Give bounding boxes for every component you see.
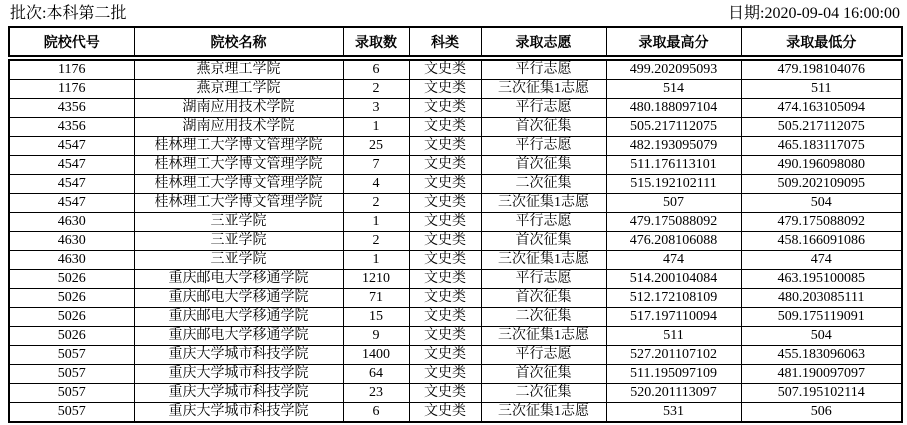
cell-college-name: 重庆邮电大学移通学院 [134,327,343,346]
cell-college-name: 重庆邮电大学移通学院 [134,289,343,308]
cell-highest-score: 517.197110094 [606,308,741,327]
cell-lowest-score: 490.196098080 [741,156,902,175]
cell-college-name: 重庆邮电大学移通学院 [134,270,343,289]
cell-admission-preference: 二次征集 [481,308,606,327]
cell-admit-count: 71 [343,289,409,308]
results-table-header [8,26,903,57]
header-row [9,27,902,56]
column-header-college-code: 院校代号 [9,27,134,56]
table-row [9,270,902,289]
cell-highest-score: 514 [606,80,741,99]
cell-lowest-score: 504 [741,194,902,213]
cell-lowest-score: 463.195100085 [741,270,902,289]
cell-admission-preference: 首次征集 [481,156,606,175]
cell-admission-preference: 平行志愿 [481,60,606,80]
cell-college-code: 5057 [9,403,134,423]
cell-highest-score: 505.217112075 [606,118,741,137]
cell-lowest-score: 505.217112075 [741,118,902,137]
cell-admit-count: 2 [343,232,409,251]
cell-college-code: 4630 [9,251,134,270]
cell-admit-count: 1 [343,118,409,137]
cell-admit-count: 25 [343,137,409,156]
cell-subject-category: 文史类 [409,80,481,99]
cell-admit-count: 1 [343,213,409,232]
cell-admit-count: 15 [343,308,409,327]
cell-college-name: 桂林理工大学博文管理学院 [134,156,343,175]
cell-college-code: 1176 [9,80,134,99]
cell-admission-preference: 三次征集1志愿 [481,403,606,423]
table-row [9,137,902,156]
cell-subject-category: 文史类 [409,60,481,80]
cell-college-name: 重庆大学城市科技学院 [134,365,343,384]
cell-admission-preference: 三次征集1志愿 [481,251,606,270]
cell-college-code: 4547 [9,175,134,194]
cell-lowest-score: 509.202109095 [741,175,902,194]
cell-admission-preference: 平行志愿 [481,213,606,232]
cell-subject-category: 文史类 [409,213,481,232]
column-header-subject-category: 科类 [409,27,481,56]
column-header-highest-score: 录取最高分 [606,27,741,56]
cell-admission-preference: 首次征集 [481,289,606,308]
cell-college-code: 4630 [9,232,134,251]
cell-college-name: 三亚学院 [134,251,343,270]
cell-admission-preference: 二次征集 [481,384,606,403]
cell-subject-category: 文史类 [409,270,481,289]
column-header-college-name: 院校名称 [134,27,343,56]
cell-lowest-score: 474 [741,251,902,270]
cell-highest-score: 480.188097104 [606,99,741,118]
cell-lowest-score: 481.190097097 [741,365,902,384]
table-row [9,384,902,403]
table-row [9,403,902,423]
column-header-lowest-score: 录取最低分 [741,27,902,56]
cell-subject-category: 文史类 [409,99,481,118]
cell-admit-count: 2 [343,80,409,99]
cell-college-name: 重庆邮电大学移通学院 [134,308,343,327]
cell-admit-count: 6 [343,60,409,80]
cell-subject-category: 文史类 [409,156,481,175]
cell-admission-preference: 首次征集 [481,232,606,251]
cell-highest-score: 520.201113097 [606,384,741,403]
cell-college-name: 桂林理工大学博文管理学院 [134,194,343,213]
cell-college-name: 桂林理工大学博文管理学院 [134,175,343,194]
cell-highest-score: 514.200104084 [606,270,741,289]
cell-highest-score: 482.193095079 [606,137,741,156]
cell-admit-count: 64 [343,365,409,384]
cell-college-name: 三亚学院 [134,213,343,232]
cell-highest-score: 507 [606,194,741,213]
cell-subject-category: 文史类 [409,251,481,270]
results-table-rows [9,60,902,422]
cell-subject-category: 文史类 [409,403,481,423]
cell-college-name: 桂林理工大学博文管理学院 [134,137,343,156]
cell-subject-category: 文史类 [409,384,481,403]
cell-admission-preference: 平行志愿 [481,346,606,365]
cell-college-name: 重庆大学城市科技学院 [134,384,343,403]
cell-admit-count: 7 [343,156,409,175]
cell-college-name: 三亚学院 [134,232,343,251]
table-row [9,194,902,213]
batch-label: 批次:本科第二批 [10,5,127,22]
cell-lowest-score: 506 [741,403,902,423]
cell-college-code: 5057 [9,346,134,365]
cell-highest-score: 511 [606,327,741,346]
column-header-admit-count: 录取数 [343,27,409,56]
table-row [9,365,902,384]
cell-admit-count: 3 [343,99,409,118]
table-row [9,327,902,346]
cell-subject-category: 文史类 [409,365,481,384]
cell-subject-category: 文史类 [409,232,481,251]
table-row [9,118,902,137]
cell-college-code: 4356 [9,99,134,118]
table-row [9,156,902,175]
cell-highest-score: 512.172108109 [606,289,741,308]
cell-lowest-score: 479.198104076 [741,60,902,80]
cell-college-code: 5026 [9,327,134,346]
table-row [9,60,902,80]
cell-admit-count: 1400 [343,346,409,365]
cell-lowest-score: 509.175119091 [741,308,902,327]
table-row [9,175,902,194]
cell-admit-count: 4 [343,175,409,194]
cell-lowest-score: 455.183096063 [741,346,902,365]
cell-lowest-score: 465.183117075 [741,137,902,156]
cell-college-code: 4547 [9,194,134,213]
cell-admission-preference: 平行志愿 [481,270,606,289]
results-table-body [8,59,903,423]
cell-highest-score: 511.176113101 [606,156,741,175]
cell-highest-score: 479.175088092 [606,213,741,232]
cell-highest-score: 511.195097109 [606,365,741,384]
table-row [9,289,902,308]
cell-admission-preference: 二次征集 [481,175,606,194]
cell-college-name: 燕京理工学院 [134,60,343,80]
cell-subject-category: 文史类 [409,308,481,327]
cell-subject-category: 文史类 [409,137,481,156]
cell-college-code: 5026 [9,308,134,327]
cell-highest-score: 474 [606,251,741,270]
cell-admit-count: 1 [343,251,409,270]
cell-admit-count: 9 [343,327,409,346]
cell-college-name: 湖南应用技术学院 [134,99,343,118]
cell-highest-score: 515.192102111 [606,175,741,194]
cell-college-code: 4547 [9,156,134,175]
cell-subject-category: 文史类 [409,289,481,308]
cell-highest-score: 476.208106088 [606,232,741,251]
cell-admit-count: 23 [343,384,409,403]
cell-subject-category: 文史类 [409,327,481,346]
cell-college-code: 4356 [9,118,134,137]
table-row [9,346,902,365]
cell-highest-score: 531 [606,403,741,423]
cell-admission-preference: 平行志愿 [481,99,606,118]
cell-lowest-score: 458.166091086 [741,232,902,251]
cell-lowest-score: 479.175088092 [741,213,902,232]
cell-subject-category: 文史类 [409,175,481,194]
cell-admission-preference: 三次征集1志愿 [481,327,606,346]
cell-college-name: 燕京理工学院 [134,80,343,99]
cell-lowest-score: 507.195102114 [741,384,902,403]
cell-college-name: 重庆大学城市科技学院 [134,403,343,423]
cell-college-name: 湖南应用技术学院 [134,118,343,137]
cell-subject-category: 文史类 [409,194,481,213]
top-bar [0,0,907,26]
cell-highest-score: 527.201107102 [606,346,741,365]
date-label: 日期:2020-09-04 16:00:00 [728,5,900,22]
cell-admit-count: 1210 [343,270,409,289]
cell-subject-category: 文史类 [409,346,481,365]
cell-lowest-score: 474.163105094 [741,99,902,118]
cell-college-code: 1176 [9,60,134,80]
cell-college-name: 重庆大学城市科技学院 [134,346,343,365]
table-row [9,251,902,270]
cell-college-code: 5057 [9,384,134,403]
cell-admission-preference: 三次征集1志愿 [481,194,606,213]
cell-college-code: 4630 [9,213,134,232]
table-row [9,232,902,251]
table-row [9,99,902,118]
cell-lowest-score: 504 [741,327,902,346]
cell-college-code: 4547 [9,137,134,156]
cell-college-code: 5057 [9,365,134,384]
cell-highest-score: 499.202095093 [606,60,741,80]
cell-admission-preference: 首次征集 [481,118,606,137]
cell-admission-preference: 三次征集1志愿 [481,80,606,99]
table-row [9,308,902,327]
table-row [9,213,902,232]
cell-admit-count: 2 [343,194,409,213]
cell-lowest-score: 511 [741,80,902,99]
cell-admission-preference: 首次征集 [481,365,606,384]
cell-subject-category: 文史类 [409,118,481,137]
cell-admit-count: 6 [343,403,409,423]
table-row [9,80,902,99]
cell-admission-preference: 平行志愿 [481,137,606,156]
cell-college-code: 5026 [9,289,134,308]
cell-lowest-score: 480.203085111 [741,289,902,308]
cell-college-code: 5026 [9,270,134,289]
column-header-admission-preference: 录取志愿 [481,27,606,56]
